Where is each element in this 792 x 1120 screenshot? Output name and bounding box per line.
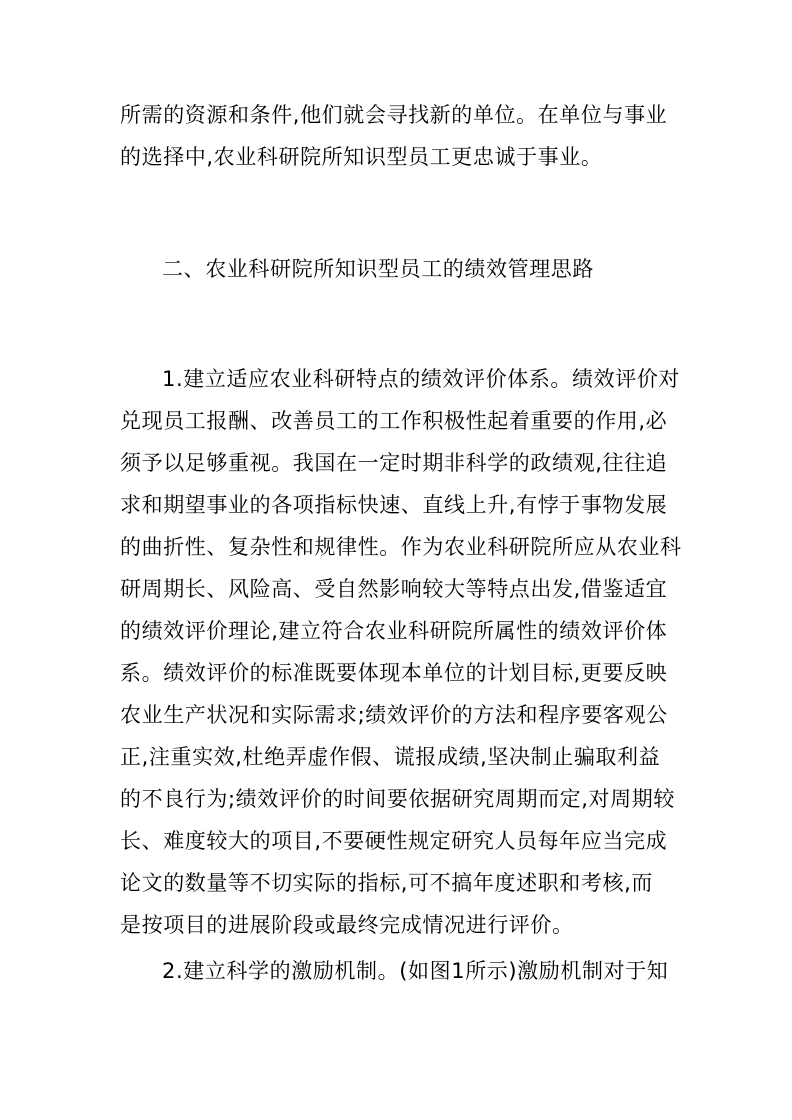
text-line: 系。绩效评价的标准既要体现本单位的计划目标,更要反映 — [120, 661, 668, 685]
text-line: 的绩效评价理论,建立符合农业科研院所属性的绩效评价体 — [120, 619, 668, 643]
paragraph-first-line: 1.建立适应农业科研特点的绩效评价体系。绩效评价对 — [162, 367, 681, 391]
text-line: 是按项目的进展阶段或最终完成情况进行评价。 — [120, 913, 574, 937]
text-line: 求和期望事业的各项指标快速、直线上升,有悖于事物发展 — [120, 493, 668, 517]
text-line: 兑现员工报酬、改善员工的工作积极性起着重要的作用,必 — [120, 409, 668, 433]
text-line: 的选择中,农业科研院所知识型员工更忠诚于事业。 — [120, 145, 603, 169]
text-line: 的曲折性、复杂性和规律性。作为农业科研院所应从农业科 — [120, 535, 682, 559]
text-line: 所需的资源和条件,他们就会寻找新的单位。在单位与事业 — [120, 103, 668, 127]
text-line: 正,注重实效,杜绝弄虚作假、谎报成绩,坚决制止骗取利益 — [120, 745, 661, 769]
section-heading: 二、农业科研院所知识型员工的绩效管理思路 — [162, 257, 594, 281]
text-line: 研周期长、风险高、受自然影响较大等特点出发,借鉴适宜 — [120, 577, 668, 601]
text-line: 农业生产状况和实际需求;绩效评价的方法和程序要客观公 — [120, 703, 668, 727]
text-line: 论文的数量等不切实际的指标,可不搞年度述职和考核,而 — [120, 871, 653, 895]
paragraph-first-line: 2.建立科学的激励机制。(如图1所示)激励机制对于知 — [162, 959, 669, 983]
text-line: 的不良行为;绩效评价的时间要依据研究周期而定,对周期较 — [120, 787, 675, 811]
text-line: 长、难度较大的项目,不要硬性规定研究人员每年应当完成 — [120, 829, 668, 853]
text-line: 须予以足够重视。我国在一定时期非科学的政绩观,往往追 — [120, 451, 668, 475]
